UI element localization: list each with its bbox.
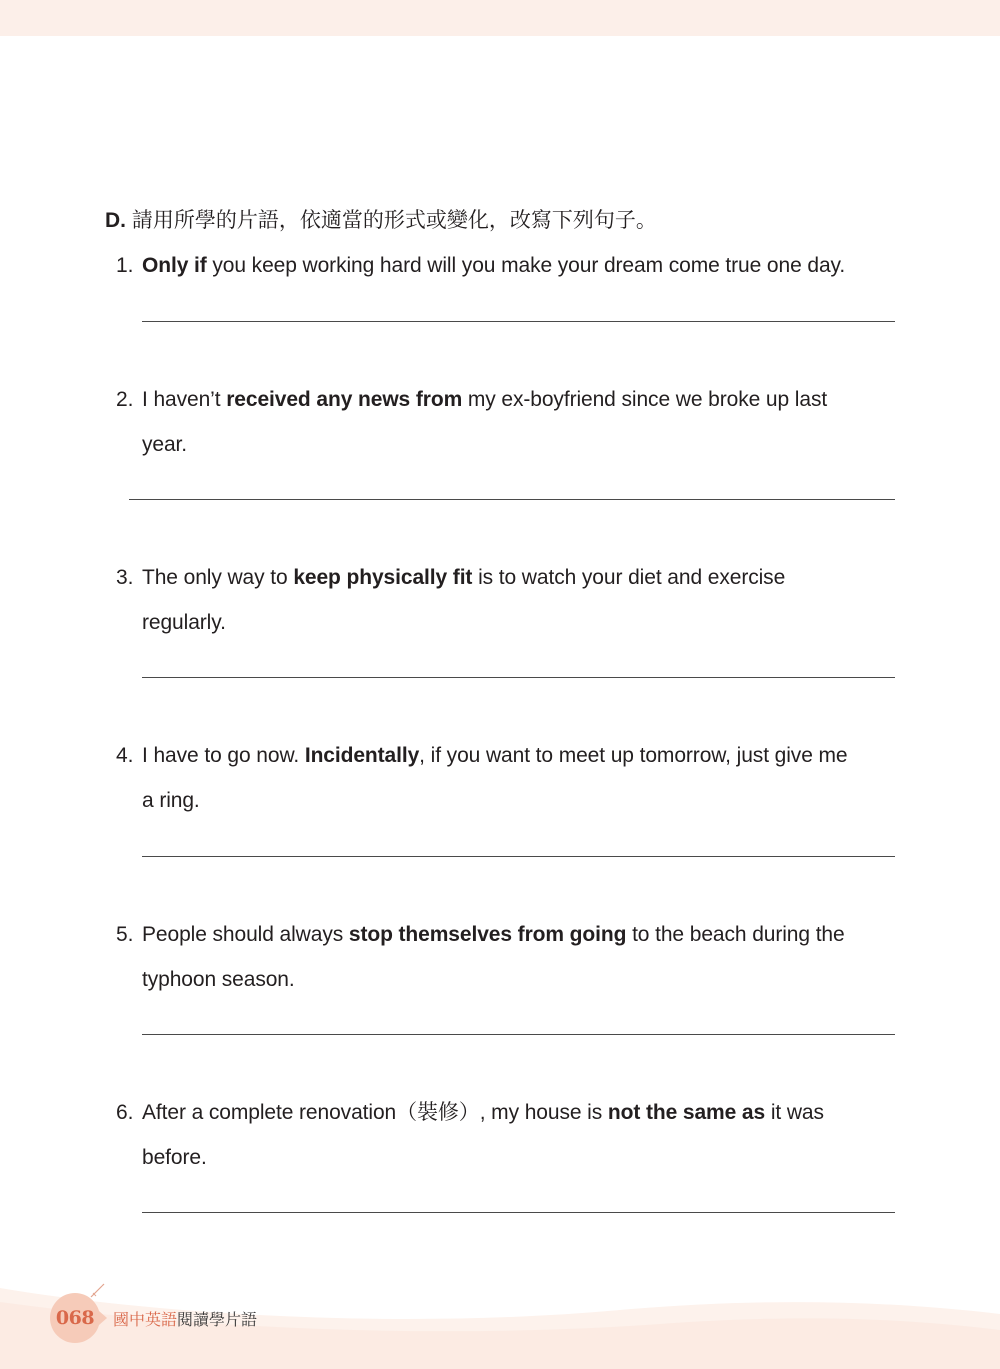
item-sentence-continuation: typhoon season. xyxy=(142,967,295,991)
badge-arrow-icon xyxy=(99,1311,107,1325)
answer-line-4[interactable] xyxy=(142,856,895,857)
key-phrase: keep physically fit xyxy=(293,566,473,589)
page-number: 068 xyxy=(55,1307,95,1329)
sentence-pre: After a complete renovation（裝修）, my house is xyxy=(142,1101,608,1124)
sentence-post: my ex-boyfriend since we broke up last xyxy=(462,388,828,411)
sentence-pre: I have to go now. xyxy=(142,744,305,767)
item-sentence-continuation: a ring. xyxy=(142,788,200,812)
exercise-item-1 xyxy=(116,244,906,289)
item-sentence-continuation: before. xyxy=(142,1145,207,1169)
answer-line-1[interactable] xyxy=(142,321,895,322)
sentence-post: to the beach during the xyxy=(626,923,845,946)
item-sentence-line xyxy=(116,1091,906,1136)
book-title-accent: 國中英語 xyxy=(113,1310,178,1329)
book-title-rest: 閱讀學片語 xyxy=(177,1310,258,1329)
book-title xyxy=(113,1307,257,1330)
key-phrase: received any news from xyxy=(226,388,463,411)
key-phrase: stop themselves from going xyxy=(348,923,627,946)
item-sentence-continuation: year. xyxy=(142,432,188,456)
pencil-icon xyxy=(88,1282,106,1300)
sentence-post: , if you want to meet up tomorrow, just give me xyxy=(419,744,848,767)
item-sentence-line xyxy=(116,913,906,958)
answer-line-3[interactable] xyxy=(142,677,895,678)
answer-line-6[interactable] xyxy=(142,1212,895,1213)
item-number: 3. xyxy=(116,566,134,589)
sentence-pre: People should always xyxy=(142,923,349,946)
sentence-pre: The only way to xyxy=(142,566,294,589)
sentence-post: is to watch your diet and exercise xyxy=(472,566,786,589)
item-number: 4. xyxy=(116,744,134,767)
top-color-band xyxy=(0,0,1000,36)
answer-line-5[interactable] xyxy=(142,1034,895,1035)
exercise-item-5 xyxy=(116,913,906,1002)
key-phrase: not the same as xyxy=(607,1101,766,1124)
exercise-item-6 xyxy=(116,1091,906,1180)
footer-wave-decoration xyxy=(0,1240,1000,1369)
section-heading xyxy=(105,205,657,237)
item-number: 5. xyxy=(116,923,134,946)
page-number-badge xyxy=(50,1293,100,1343)
exercise-item-4 xyxy=(116,734,906,823)
exercise-item-3 xyxy=(116,556,906,645)
exercise-item-2 xyxy=(116,378,906,467)
sentence-pre: I haven’t xyxy=(142,388,227,411)
key-phrase: Incidentally xyxy=(304,744,420,767)
item-sentence-line xyxy=(116,734,906,779)
key-phrase: Only if xyxy=(142,254,207,277)
item-sentence-line xyxy=(116,378,906,423)
item-number: 2. xyxy=(116,388,134,411)
item-sentence-line xyxy=(116,244,906,289)
sentence-post: you keep working hard will you make your dream come true one day. xyxy=(206,254,846,277)
item-number: 6. xyxy=(116,1101,134,1124)
item-sentence-line xyxy=(116,556,906,601)
section-letter: D. xyxy=(105,209,126,232)
answer-line-2[interactable] xyxy=(129,499,895,500)
item-number: 1. xyxy=(116,254,134,277)
section-instruction: 請用所學的片語，依適當的形式或變化，改寫下列句子。 xyxy=(131,209,657,232)
item-sentence-continuation: regularly. xyxy=(142,610,226,634)
sentence-post: it was xyxy=(765,1101,824,1124)
